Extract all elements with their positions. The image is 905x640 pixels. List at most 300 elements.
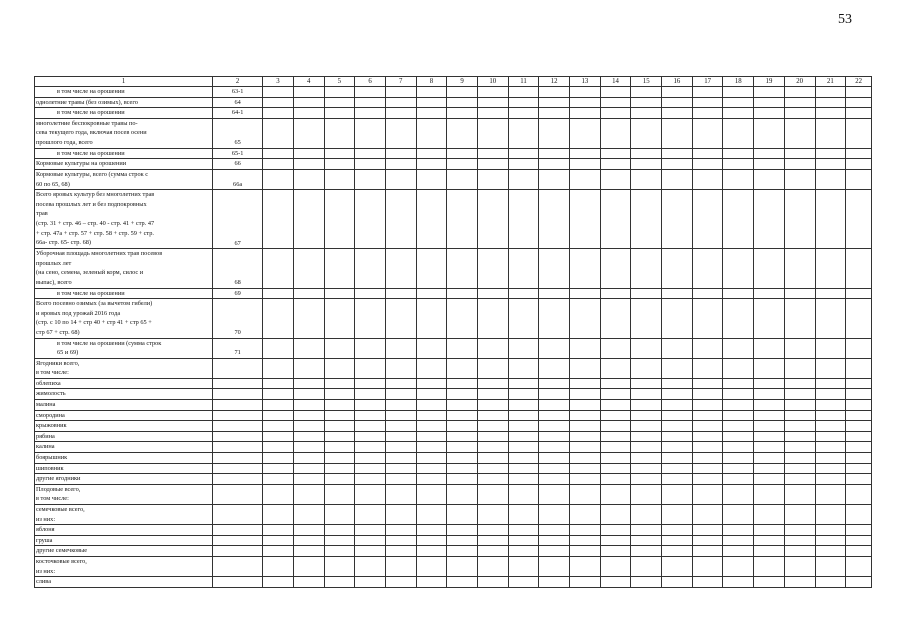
value-cell [293,299,324,338]
value-cell [723,463,754,474]
value-cell [293,400,324,411]
row-label: крыжовник [35,421,213,432]
value-cell [447,358,478,378]
value-cell [263,484,294,504]
value-cell [815,577,846,588]
value-cell [754,97,785,108]
value-cell [477,148,508,159]
value-cell [263,546,294,557]
value-cell [508,535,539,546]
value-cell [662,474,693,485]
value-cell [355,546,386,557]
value-cell [723,577,754,588]
value-cell [662,431,693,442]
row-code: 71 [213,338,263,358]
value-cell [631,87,662,98]
value-cell [447,463,478,474]
value-cell [416,577,447,588]
value-cell [447,249,478,288]
value-cell [447,442,478,453]
value-cell [692,463,723,474]
value-cell [723,288,754,299]
value-cell [508,410,539,421]
table-row [35,525,872,536]
value-cell [846,453,872,464]
value-cell [600,421,631,432]
value-cell [385,159,416,170]
value-cell [355,421,386,432]
value-cell [784,484,815,504]
value-cell [815,453,846,464]
value-cell [385,421,416,432]
value-cell [447,474,478,485]
value-cell [662,97,693,108]
value-cell [539,442,570,453]
value-cell [263,505,294,525]
value-cell [263,442,294,453]
value-cell [324,505,355,525]
column-number-20: 20 [784,77,815,87]
column-number-17: 17 [692,77,723,87]
value-cell [447,299,478,338]
value-cell [477,249,508,288]
value-cell [539,190,570,249]
value-cell [692,431,723,442]
value-cell [815,546,846,557]
value-cell [815,190,846,249]
value-cell [600,400,631,411]
value-cell [662,190,693,249]
table-row [35,87,872,98]
value-cell [784,389,815,400]
row-label: шиповник [35,463,213,474]
value-cell [754,338,785,358]
value-cell [784,556,815,576]
value-cell [570,505,601,525]
value-cell [293,358,324,378]
value-cell [416,389,447,400]
value-cell [477,389,508,400]
value-cell [293,87,324,98]
value-cell [692,474,723,485]
table-row [35,431,872,442]
value-cell [263,159,294,170]
value-cell [263,118,294,148]
column-number-1: 1 [35,77,213,87]
value-cell [263,474,294,485]
row-code [213,463,263,474]
value-cell [631,118,662,148]
row-code [213,484,263,504]
value-cell [723,400,754,411]
value-cell [477,442,508,453]
value-cell [631,453,662,464]
value-cell [600,190,631,249]
value-cell [570,400,601,411]
column-number-3: 3 [263,77,294,87]
value-cell [631,410,662,421]
value-cell [355,463,386,474]
value-cell [754,389,785,400]
value-cell [662,378,693,389]
row-label: Всего посевно озимых (за вычетом гибели) и яровых под урожай 2016 года (стр. с 10 по 14 + стр 40 + стр 41 + стр 65 + стр 67 + стр. 68) [35,299,213,338]
value-cell [754,421,785,432]
value-cell [263,288,294,299]
row-label: смородина [35,410,213,421]
value-cell [355,338,386,358]
value-cell [355,358,386,378]
column-number-21: 21 [815,77,846,87]
value-cell [815,505,846,525]
value-cell [355,108,386,119]
value-cell [477,299,508,338]
crop-area-table [34,76,872,588]
row-code [213,525,263,536]
row-code [213,421,263,432]
value-cell [846,505,872,525]
table-row [35,410,872,421]
value-cell [631,484,662,504]
value-cell [324,108,355,119]
row-label: другие ягодники [35,474,213,485]
value-cell [784,288,815,299]
value-cell [385,484,416,504]
value-cell [815,118,846,148]
value-cell [263,249,294,288]
value-cell [539,97,570,108]
value-cell [754,288,785,299]
table-row [35,108,872,119]
value-cell [631,400,662,411]
value-cell [600,97,631,108]
value-cell [477,118,508,148]
value-cell [631,338,662,358]
value-cell [846,410,872,421]
value-cell [293,474,324,485]
column-number-22: 22 [846,77,872,87]
row-code: 64 [213,97,263,108]
table-row [35,535,872,546]
value-cell [355,453,386,464]
value-cell [723,108,754,119]
value-cell [416,410,447,421]
value-cell [355,389,386,400]
value-cell [754,400,785,411]
value-cell [293,421,324,432]
value-cell [815,389,846,400]
value-cell [293,546,324,557]
value-cell [692,410,723,421]
value-cell [784,442,815,453]
value-cell [355,190,386,249]
value-cell [355,97,386,108]
value-cell [293,97,324,108]
value-cell [447,505,478,525]
value-cell [539,358,570,378]
value-cell [846,358,872,378]
value-cell [570,453,601,464]
value-cell [324,442,355,453]
value-cell [846,148,872,159]
value-cell [416,190,447,249]
value-cell [385,463,416,474]
value-cell [754,556,785,576]
value-cell [324,358,355,378]
value-cell [324,577,355,588]
column-number-7: 7 [385,77,416,87]
value-cell [539,159,570,170]
value-cell [570,389,601,400]
value-cell [570,299,601,338]
value-cell [355,118,386,148]
value-cell [477,338,508,358]
value-cell [416,148,447,159]
value-cell [815,463,846,474]
value-cell [570,577,601,588]
value-cell [631,249,662,288]
row-code: 66 [213,159,263,170]
value-cell [784,525,815,536]
value-cell [723,474,754,485]
value-cell [447,535,478,546]
value-cell [324,97,355,108]
value-cell [324,546,355,557]
value-cell [600,249,631,288]
value-cell [815,431,846,442]
value-cell [477,431,508,442]
value-cell [477,87,508,98]
row-label: жимолость [35,389,213,400]
value-cell [846,442,872,453]
row-label: Уборочная площадь многолетних трав посевов прошлых лет (на сено, семена, зеленый корм, силос и выпас), всего [35,249,213,288]
value-cell [508,525,539,536]
value-cell [385,118,416,148]
value-cell [355,159,386,170]
value-cell [631,148,662,159]
value-cell [662,169,693,189]
value-cell [355,525,386,536]
row-code: 63-1 [213,87,263,98]
value-cell [692,389,723,400]
table-row [35,505,872,525]
value-cell [324,484,355,504]
value-cell [355,410,386,421]
table-row [35,169,872,189]
value-cell [324,338,355,358]
value-cell [263,299,294,338]
value-cell [324,535,355,546]
value-cell [846,535,872,546]
row-label: Ягодники всего, в том числе: [35,358,213,378]
value-cell [263,421,294,432]
value-cell [508,431,539,442]
table-row [35,358,872,378]
value-cell [508,546,539,557]
value-cell [631,358,662,378]
table-row [35,577,872,588]
value-cell [539,474,570,485]
value-cell [631,108,662,119]
row-label: в том числе на орошении [35,288,213,299]
value-cell [355,249,386,288]
value-cell [754,299,785,338]
table-row [35,421,872,432]
value-cell [477,410,508,421]
value-cell [784,535,815,546]
value-cell [815,421,846,432]
value-cell [447,389,478,400]
table-row [35,118,872,148]
value-cell [784,299,815,338]
value-cell [754,249,785,288]
value-cell [692,484,723,504]
value-cell [815,97,846,108]
value-cell [723,338,754,358]
table-row [35,159,872,170]
value-cell [263,358,294,378]
value-cell [385,108,416,119]
value-cell [570,556,601,576]
value-cell [600,378,631,389]
value-cell [477,97,508,108]
value-cell [692,505,723,525]
value-cell [416,118,447,148]
value-cell [692,249,723,288]
value-cell [508,474,539,485]
value-cell [324,525,355,536]
column-number-9: 9 [447,77,478,87]
table-row [35,556,872,576]
value-cell [539,410,570,421]
value-cell [355,87,386,98]
value-cell [784,378,815,389]
value-cell [815,442,846,453]
value-cell [324,288,355,299]
value-cell [539,453,570,464]
value-cell [385,288,416,299]
value-cell [293,288,324,299]
value-cell [447,577,478,588]
value-cell [754,358,785,378]
value-cell [723,442,754,453]
value-cell [324,378,355,389]
value-cell [692,421,723,432]
value-cell [815,535,846,546]
value-cell [723,431,754,442]
value-cell [570,421,601,432]
value-cell [416,525,447,536]
value-cell [293,338,324,358]
value-cell [600,299,631,338]
value-cell [447,400,478,411]
value-cell [385,505,416,525]
column-number-19: 19 [754,77,785,87]
value-cell [293,442,324,453]
value-cell [355,535,386,546]
value-cell [539,389,570,400]
value-cell [263,97,294,108]
value-cell [293,389,324,400]
row-label: в том числе на орошении [35,87,213,98]
value-cell [324,169,355,189]
row-code: 64-1 [213,108,263,119]
value-cell [570,159,601,170]
value-cell [723,169,754,189]
value-cell [293,556,324,576]
value-cell [385,299,416,338]
value-cell [692,556,723,576]
value-cell [263,410,294,421]
column-number-10: 10 [477,77,508,87]
value-cell [324,410,355,421]
value-cell [477,484,508,504]
value-cell [600,556,631,576]
value-cell [416,159,447,170]
value-cell [385,442,416,453]
value-cell [662,421,693,432]
table-row [35,546,872,557]
value-cell [631,546,662,557]
value-cell [570,484,601,504]
value-cell [600,159,631,170]
value-cell [784,474,815,485]
value-cell [570,148,601,159]
value-cell [416,442,447,453]
row-label: Всего яровых культур без многолетних трав посева прошлых лет и без подпокровных трав (стр. 31 + стр. 46 – стр. 40 - стр. 41 + стр. 47 + стр. 47а + стр. 57 + стр. 58 + стр. 59 + стр. 66а- стр. 65- стр. 68) [35,190,213,249]
value-cell [815,288,846,299]
value-cell [539,421,570,432]
value-cell [662,442,693,453]
value-cell [723,378,754,389]
value-cell [539,556,570,576]
value-cell [324,474,355,485]
column-number-2: 2 [213,77,263,87]
value-cell [784,97,815,108]
value-cell [600,525,631,536]
value-cell [447,421,478,432]
value-cell [723,410,754,421]
value-cell [815,87,846,98]
value-cell [416,431,447,442]
value-cell [508,389,539,400]
value-cell [447,169,478,189]
value-cell [293,378,324,389]
value-cell [416,556,447,576]
value-cell [600,389,631,400]
value-cell [539,87,570,98]
value-cell [784,577,815,588]
value-cell [385,338,416,358]
value-cell [784,505,815,525]
value-cell [662,118,693,148]
value-cell [570,118,601,148]
value-cell [508,421,539,432]
value-cell [570,546,601,557]
value-cell [600,442,631,453]
value-cell [570,108,601,119]
value-cell [447,453,478,464]
table-row [35,249,872,288]
value-cell [324,453,355,464]
value-cell [784,118,815,148]
table-row [35,442,872,453]
value-cell [324,190,355,249]
value-cell [570,535,601,546]
value-cell [662,288,693,299]
value-cell [385,535,416,546]
value-cell [539,463,570,474]
value-cell [754,169,785,189]
